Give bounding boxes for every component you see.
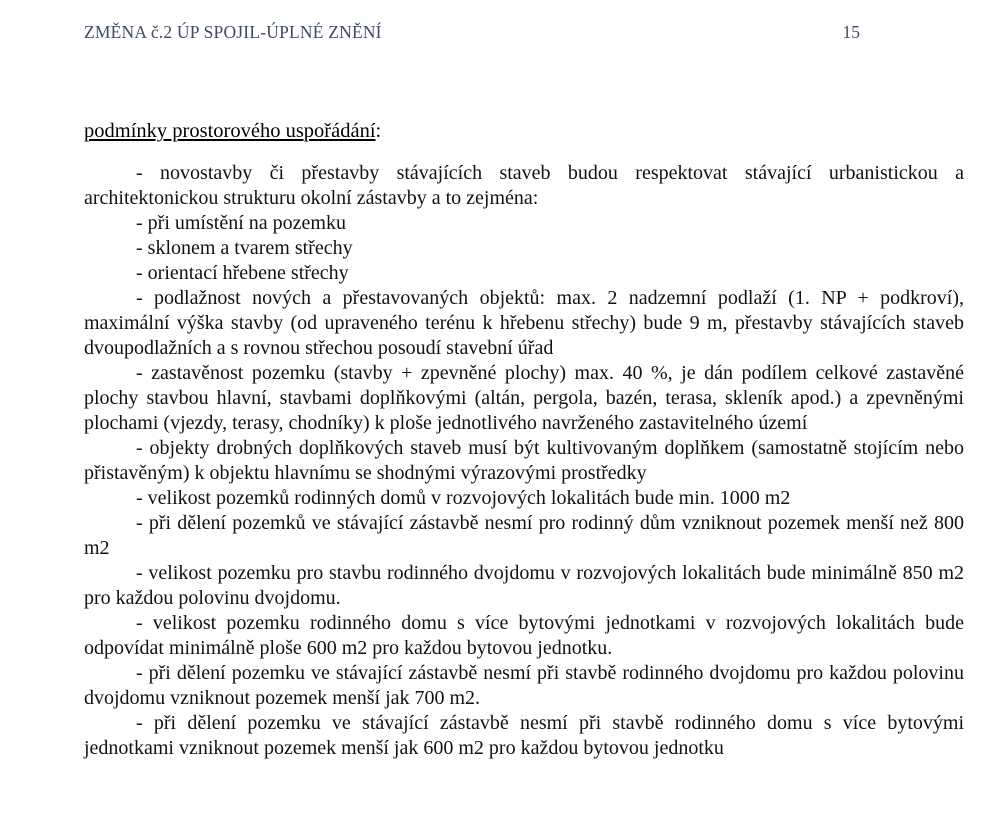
paragraph: - velikost pozemku pro stavbu rodinného dvojdomu v rozvojových lokalitách bude minimálně 850 m2 pro každou polovinu dvojdomu. (84, 562, 964, 609)
section-heading-text: podmínky prostorového uspořádání (84, 120, 376, 142)
page-header (84, 22, 993, 42)
document-body (84, 118, 964, 761)
paragraph: - objekty drobných doplňkových staveb musí být kultivovaným doplňkem (samostatně stojícím nebo přistavěným) k objektu hlavnímu se shodnými výrazovými prostředky (84, 437, 964, 484)
page-number: 15 (842, 22, 860, 42)
paragraph: - velikost pozemku rodinného domu s více bytovými jednotkami v rozvojových lokalitách bude odpovídat minimálně ploše 600 m2 pro každou bytovou jednotku. (84, 612, 964, 659)
document-header-title: ZMĚNA č.2 ÚP SPOJIL-ÚPLNÉ ZNĚNÍ (84, 22, 382, 42)
paragraph: - orientací hřebene střechy (136, 262, 349, 284)
paragraph: - podlažnost nových a přestavovaných objektů: max. 2 nadzemní podlaží (1. NP + podkroví), maximální výška stavby (od upraveného terénu k hřebenu střechy) bude 9 m, přestavby stávajících staveb dvoupodlažních a s rovnou střechou posoudí stavební úřad (84, 287, 964, 359)
section-heading-colon: : (375, 120, 382, 142)
paragraph: - novostavby či přestavby stávajících staveb budou respektovat stávající urbanistickou a architektonickou strukturu okolní zástavby a to zejména: (84, 162, 964, 209)
section-heading (84, 118, 964, 144)
paragraph: - při umístění na pozemku (136, 212, 346, 234)
paragraph: - při dělení pozemku ve stávající zástavbě nesmí při stavbě rodinného domu s více bytovými jednotkami vzniknout pozemek menší jak 600 m2 pro každou bytovou jednotku (84, 712, 964, 759)
paragraph: - velikost pozemků rodinných domů v rozvojových lokalitách bude min. 1000 m2 (136, 487, 791, 509)
paragraph: - zastavěnost pozemku (stavby + zpevněné plochy) max. 40 %, je dán podílem celkové zastavěné plochy stavbou hlavní, stavbami doplňkovými (altán, pergola, bazén, terasa, skleník apod.) a zpevněnými plochami (vjezdy, terasy, chodníky) k ploše jednotlivého navrženého zastavitelného území (84, 362, 964, 434)
paragraph: - sklonem a tvarem střechy (136, 237, 353, 259)
paragraph: - při dělení pozemků ve stávající zástavbě nesmí pro rodinný dům vzniknout pozemek menší než 800 m2 (84, 512, 964, 559)
paragraph: - při dělení pozemku ve stávající zástavbě nesmí při stavbě rodinného dvojdomu pro každou polovinu dvojdomu vzniknout pozemek menší jak 700 m2. (84, 662, 964, 709)
